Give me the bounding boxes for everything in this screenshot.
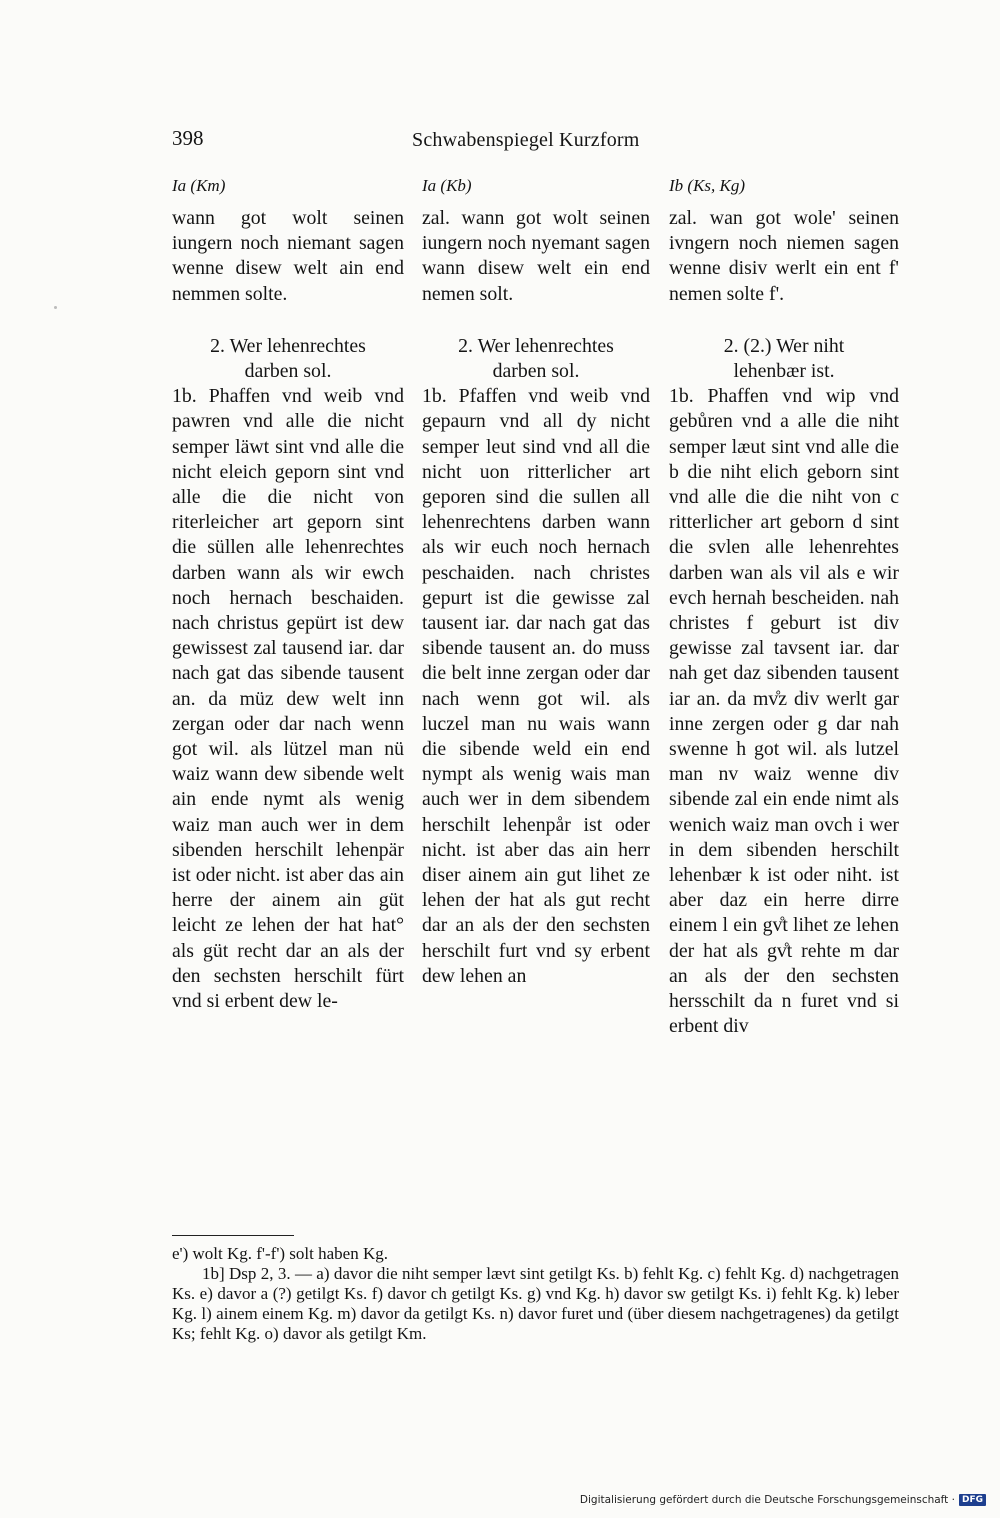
body-paragraph: 1b. Phaffen vnd weib vnd pawren vnd alle die nicht semper läwt sint vnd alle die nicht eleich geporn sint vnd alle die die nicht von riterleicher art geporn sint die süllen alle lehenrechtes darben wann als wir ewch noch hernach beschaiden. nach christus gepürt ist dew gewissest zal tausend iar. dar nach gat das sibende tausent an. da müz dew welt inn zergan oder dar nach wenn got wil. als lützel man nü waiz wann dew sibende welt ain ende nymt als wenig waiz man auch wer in dem sibenden herschilt lehenpär ist oder nicht. ist aber das ain herre der ainem ain güt leicht ze lehen der hat hat° als güt recht dar an als der den sechsten herschilt fürt vnd si erbent dew le- <box>172 385 404 1013</box>
digitization-text: Digitalisierung gefördert durch die Deutsche Forschungsgemeinschaft · <box>579 1494 955 1506</box>
section-heading-line1: 2. Wer lehenrechtes <box>458 334 614 357</box>
body-paragraph: 1b. Pfaffen vnd weib vnd gepaurn vnd all dy nicht semper leut sind vnd all die nicht uon ritterlicher art geporen sind die sullen all lehenrechtens darben wann als wir euch noch hernach peschaiden. nach christes gepurt ist die gewisse zal tausent iar. dar nach gat das sibende tausent an. do muss die belt inne zergan oder dar nach wenn got wil. als luczel man nu wais wann die sibende weld ein end nympt als wenig wais man auch wer in dem sibendem herschilt lehenpår ist oder nicht. ist aber das ain herr diser ainem ain gut lihet ze lehen der hat als gut recht dar an als der den sechsten herschilt furt vnd sy erbent dew lehen an <box>422 385 650 987</box>
footnote-line: e') wolt Kg. f'-f') solt haben Kg. <box>172 1244 388 1263</box>
body-paragraph: 1b. Phaffen vnd wip vnd gebůren vnd a alle die niht semper læut sint vnd alle die b die niht elich geborn sint vnd alle die die niht von c ritterlicher art geborn d sint die svlen alle lehenrehtes darben wan als vil als e wir evch hernah bescheiden. nah christes f geburt ist div gewisse zal tavsent iar. dar nah get daz sibenden tausent iar an. da mv̊z div werlt gar inne zergen oder g dar nah swenne h got wil. als lutzel man nv waiz wenne div sibende zal ein ende nimt als wenich waiz man ovch i wer in dem sibenden herschilt lehenbær k ist oder niht. ist aber daz ein herre dirre einem l ein gv̊t lihet ze lehen der hat als gv̊t rehte m dar an als der den sechsten hersschilt da n furet vnd si erbent div <box>669 385 899 1038</box>
footnote-rule <box>172 1235 294 1236</box>
text-column-kb <box>422 176 650 989</box>
footnote-apparatus: 1b] Dsp 2, 3. — a) davor die niht semper lævt sint getilgt Ks. b) fehlt Kg. c) fehlt Kg. d) nachgetragen Ks. e) davor a (?) getilgt Ks. f) davor ch getilgt Ks. g) vnd Kg. h) davor sw getilgt Ks. i) fehlt Kg. k) leber Kg. l) ainem einem Kg. m) davor da getilgt Ks. n) davor furet und (über diesem nachgetragenes) da getilgt Ks; fehlt Kg. o) davor als getilgt Km. <box>172 1264 899 1343</box>
section-heading-line2: lehenbær ist. <box>733 360 835 383</box>
column-siglum: Ia (Km) <box>172 176 226 195</box>
intro-paragraph: zal. wan got wole' seinen ivngern noch niemen sagen wenne disiv werlt ein ent f' nemen solte f'. <box>669 207 899 305</box>
section-heading-line1: 2. (2.) Wer niht <box>723 334 845 357</box>
intro-paragraph: wann got wolt seinen iungern noch niemant sagen wenne disew welt ain end nemmen solte. <box>172 207 404 305</box>
dfg-logo-icon: DFG <box>959 1494 986 1506</box>
section-heading-line2: darben sol. <box>492 360 580 383</box>
text-column-ks-kg <box>669 176 899 1040</box>
footnotes <box>172 1244 899 1344</box>
digitization-notice <box>580 1494 986 1506</box>
column-siglum: Ia (Kb) <box>422 176 472 195</box>
section-heading-line2: darben sol. <box>244 360 332 383</box>
running-title: Schwabenspiegel Kurzform <box>412 129 640 151</box>
intro-paragraph: zal. wann got wolt seinen iungern noch nyemant sagen wann disew welt ein end nemen solt. <box>422 207 650 305</box>
column-siglum: Ib (Ks, Kg) <box>669 176 746 195</box>
text-column-km <box>172 176 404 1014</box>
page-number: 398 <box>172 126 204 150</box>
scan-speck <box>54 306 57 309</box>
section-heading-line1: 2. Wer lehenrechtes <box>210 334 366 357</box>
